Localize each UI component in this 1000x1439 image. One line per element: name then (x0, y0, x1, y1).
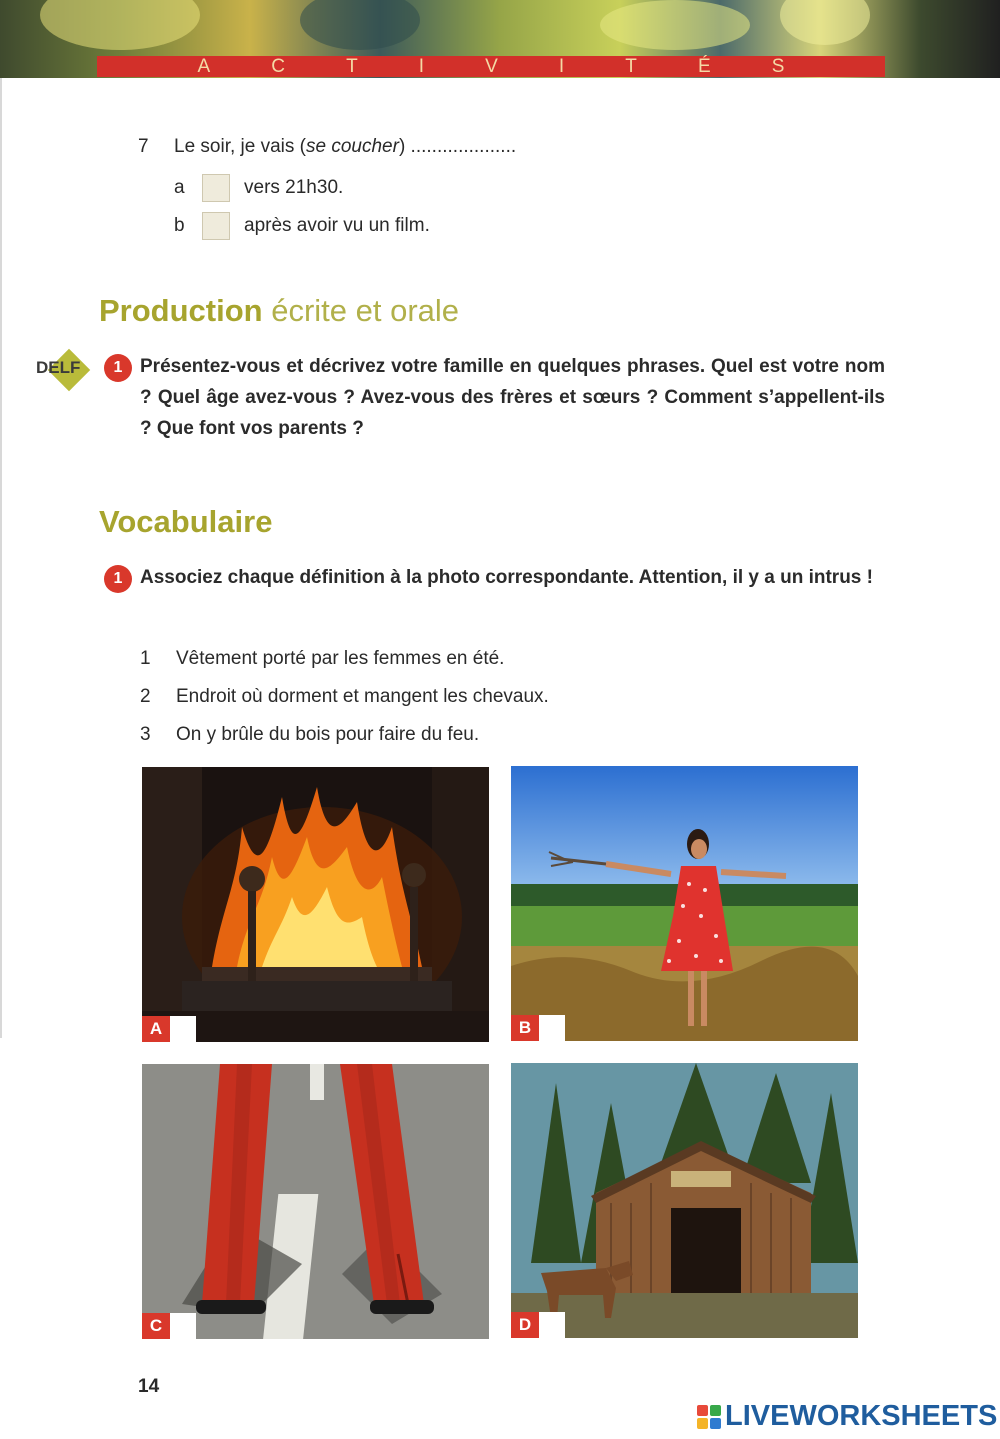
banner-decoration (600, 0, 750, 50)
section-title-vocabulaire (99, 504, 272, 540)
definition-number: 1 (140, 648, 151, 669)
title-strong: Vocabulaire (99, 504, 273, 539)
photo-label (511, 1015, 565, 1041)
option-letter: a (174, 177, 185, 198)
option-letter: b (174, 215, 185, 236)
exercise-7-question (138, 136, 516, 158)
delf-badge (36, 351, 100, 389)
photo-c-answer-box[interactable] (170, 1313, 196, 1339)
activites-letter: T (625, 56, 637, 77)
photo-d-answer-box[interactable] (539, 1312, 565, 1338)
photo-d-barn (511, 1063, 858, 1338)
option-a (174, 174, 343, 202)
activites-letter: É (697, 56, 711, 77)
banner-decoration (40, 0, 200, 50)
option-text: après avoir vu un film. (244, 215, 430, 236)
definition-text: Vêtement porté par les femmes en été. (176, 648, 505, 669)
photo-b-dress (511, 766, 858, 1041)
trousers-image (142, 1064, 489, 1339)
exercise-number-badge: 1 (104, 354, 132, 382)
photo-label (511, 1312, 565, 1338)
definition-item (140, 686, 549, 708)
activites-letter: A (197, 56, 211, 77)
question-text-before: Le soir, je vais ( (174, 136, 306, 157)
title-light: écrite et orale (271, 293, 460, 328)
photo-letter: C (142, 1313, 170, 1339)
definition-text: On y brûle du bois pour faire du feu. (176, 724, 480, 745)
definition-item (140, 648, 504, 670)
option-b-checkbox[interactable] (202, 212, 230, 240)
production-instruction: Présentez-vous et décrivez votre famille en quelques phrases. Quel est votre nom ? Quel âge avez-vous ? Avez-vous des frères et sœurs ? Comment s’appellent-ils ? Que font vos parents ? (140, 356, 885, 439)
option-b (174, 212, 430, 240)
photo-letter: B (511, 1015, 539, 1041)
definition-text: Endroit où dorment et mangent les chevaux. (176, 686, 549, 707)
section-title-production (99, 293, 459, 329)
activites-letter: V (485, 56, 498, 77)
page-number: 14 (138, 1376, 160, 1397)
photo-letter: A (142, 1016, 170, 1042)
fireplace-image (142, 767, 489, 1042)
activites-letter: I (558, 56, 565, 77)
vocabulaire-instruction: Associez chaque définition à la photo correspondante. Attention, il y a un intrus ! (140, 567, 873, 588)
definition-item (140, 724, 479, 746)
title-strong: Production (99, 293, 263, 328)
photo-b-answer-box[interactable] (539, 1015, 565, 1041)
barn-image (511, 1063, 858, 1338)
brand-name: LIVEWORKSHEETS (725, 1400, 998, 1432)
question-text-after: ) .................... (398, 136, 517, 157)
activites-bar (97, 56, 885, 77)
liveworksheets-icon (697, 1405, 721, 1429)
photo-label (142, 1313, 196, 1339)
photo-c-trousers (142, 1064, 489, 1339)
activites-letter: S (771, 56, 785, 77)
exercise-number-badge: 1 (104, 565, 132, 593)
definition-number: 2 (140, 686, 151, 707)
banner-decoration (300, 0, 420, 50)
banner-decoration (780, 0, 870, 45)
activites-letter: I (418, 56, 425, 77)
question-verb: se coucher (306, 136, 399, 157)
photo-a-answer-box[interactable] (170, 1016, 196, 1042)
photo-label (142, 1016, 196, 1042)
activites-letter: C (271, 56, 286, 77)
page-edge (0, 78, 2, 1038)
activites-letter: T (346, 56, 358, 77)
photo-a-fireplace (142, 767, 489, 1042)
question-number: 7 (138, 136, 149, 157)
definition-number: 3 (140, 724, 151, 745)
delf-label: DELF (36, 358, 81, 377)
liveworksheets-logo (697, 1400, 997, 1433)
option-text: vers 21h30. (244, 177, 344, 198)
photo-letter: D (511, 1312, 539, 1338)
option-a-checkbox[interactable] (202, 174, 230, 202)
dress-image (511, 766, 858, 1041)
